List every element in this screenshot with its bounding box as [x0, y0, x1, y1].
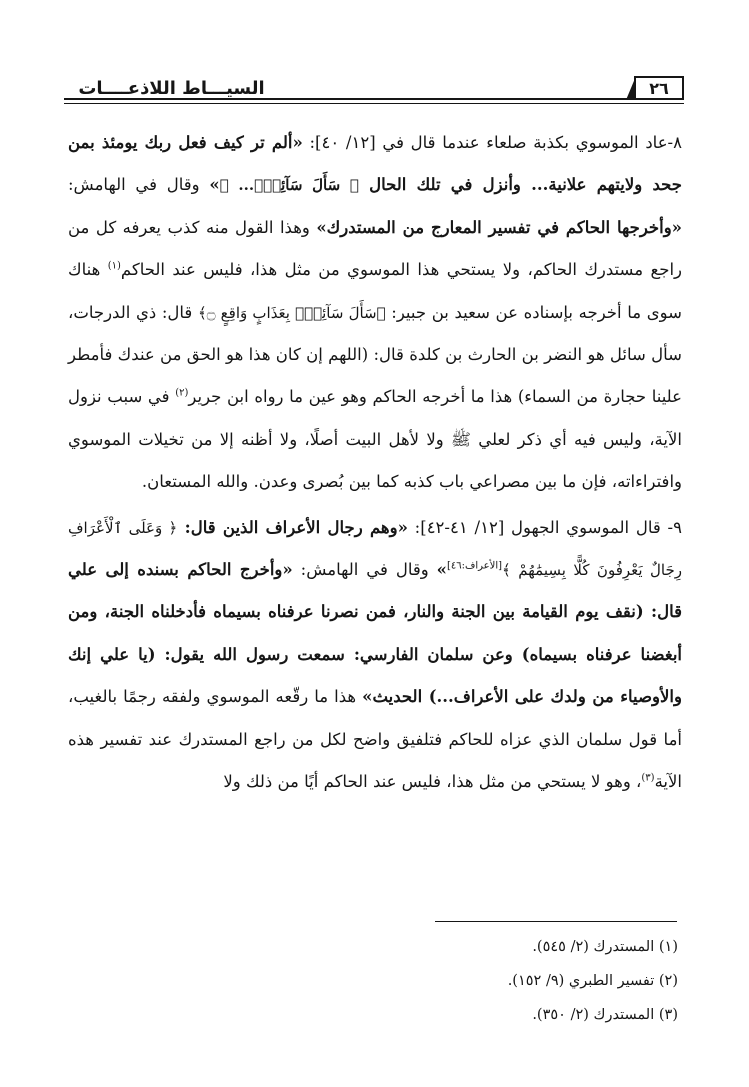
verse-reference: [الأعراف:٤٦] — [446, 560, 503, 572]
text-run: وهذا القول منه كذب يعرفه كل من راجع مستدرك الحاكم، ولا يستحي هذا الموسوي من مثل هذا، فليس عند الحاكم — [68, 217, 682, 280]
text-run: وقال في الهامش: — [292, 560, 437, 580]
header-rule-thin — [64, 103, 684, 104]
footnote-1: (١) المستدرك (٢/ ٥٤٥). — [532, 939, 678, 955]
quote-close: » — [436, 560, 447, 580]
footnote-3: (٣) المستدرك (٢/ ٣٥٠). — [532, 1007, 678, 1023]
footnote-marker-2: (٢) — [175, 387, 189, 399]
footnote-rule — [435, 921, 677, 922]
page-number: ٢٦ — [634, 76, 684, 100]
text-run: ٨-عاد الموسوي بكذبة صلعاء عندما قال في [١٢/ ٤٠]: — [302, 133, 683, 152]
quote-text: «وأخرج الحاكم بسنده إلى علي قال: (نقف يوم القيامة بين الجنة والنار، فمن نصرنا عرفناه بسيماه فأدخلناه الجنة، ومن أبغضنا عرفناه بسيماه) وعن سلمان الفارسي: سمعت رسول الله يقول: (يا علي إنك والأوصياء من ولدك على الأعراف...) الحديث» — [68, 560, 682, 707]
text-run: هناك سوى ما أخرجه بإسناده عن سعيد بن جبير: — [68, 260, 682, 322]
quote-text: «وأخرجها الحاكم في تفسير المعارج من المستدرك» — [316, 217, 682, 237]
text-run: ٩- قال الموسوي الجهول [١٢/ ٤١-٤٢]: — [407, 517, 683, 537]
footnote-2: (٢) تفسير الطبري (٩/ ١٥٢). — [507, 973, 678, 989]
text-run: قال: ذي الدرجات، سأل سائل هو النضر بن الحارث بن كلدة قال: (اللهم إن كان هذا هو الحق من عندك فأمطر علينا حجارة من السماء) هذا ما أخرجه الحاكم وهو عين ما رواه ابن جرير — [68, 302, 682, 407]
quran-verse: ﴿ وَعَلَى ٱلْأَعْرَافِ رِجَالٌ يَعْرِفُونَ كُلًّا بِسِيمَٰهُمْ ﴾ — [68, 518, 682, 580]
footnote-marker-1: (١) — [107, 260, 121, 272]
quote-text: «وهم رجال الأعراف الذين قال: — [177, 517, 408, 537]
paragraph-item-8 — [68, 122, 682, 504]
quran-verse: ﴿سَأَلَ سَآئِلُۢ بِعَذَابٍ وَاقِعٍ ۝﴾ — [197, 303, 386, 322]
quote-close: » — [209, 175, 220, 195]
main-text — [68, 122, 682, 804]
text-run: هذا ما رقّعه الموسوي ولفقه رجمًا بالغيب، أما قول سلمان الذي عزاه للحاكم فتلفيق واضح لكل من راجع المستدرك عند تفسير هذه الآية — [68, 687, 682, 792]
footnote-marker-3: (٣) — [641, 772, 655, 784]
running-title: السيـــاط اللاذعــــات — [78, 78, 265, 99]
text-run: في سبب نزول الآية، وليس فيه أي ذكر لعلي ﷺ ولا لأهل البيت أصلًا، ولا أظنه إلا من تخيلات الموسوي وافتراءاته، فإن ما بين مصراعي باب كذبه كما بين بُصرى وعدن. والله المستعان. — [68, 387, 682, 492]
quote-text: «ألم تر كيف فعل ربك يومئذ بمن جحد ولايتهم علانية... وأنزل في تلك الحال — [68, 133, 682, 195]
footnotes — [68, 930, 678, 1032]
text-run: ، وهو لا يستحي من مثل هذا، فليس عند الحاكم أيًا من ذلك ولا — [223, 772, 642, 792]
paragraph-item-9 — [68, 507, 682, 804]
text-run: وقال في الهامش: — [68, 175, 210, 195]
page-header — [64, 68, 684, 108]
quran-verse: ﴿ سَأَلَ سَآئِلُۢ... ﴾ — [219, 176, 359, 195]
